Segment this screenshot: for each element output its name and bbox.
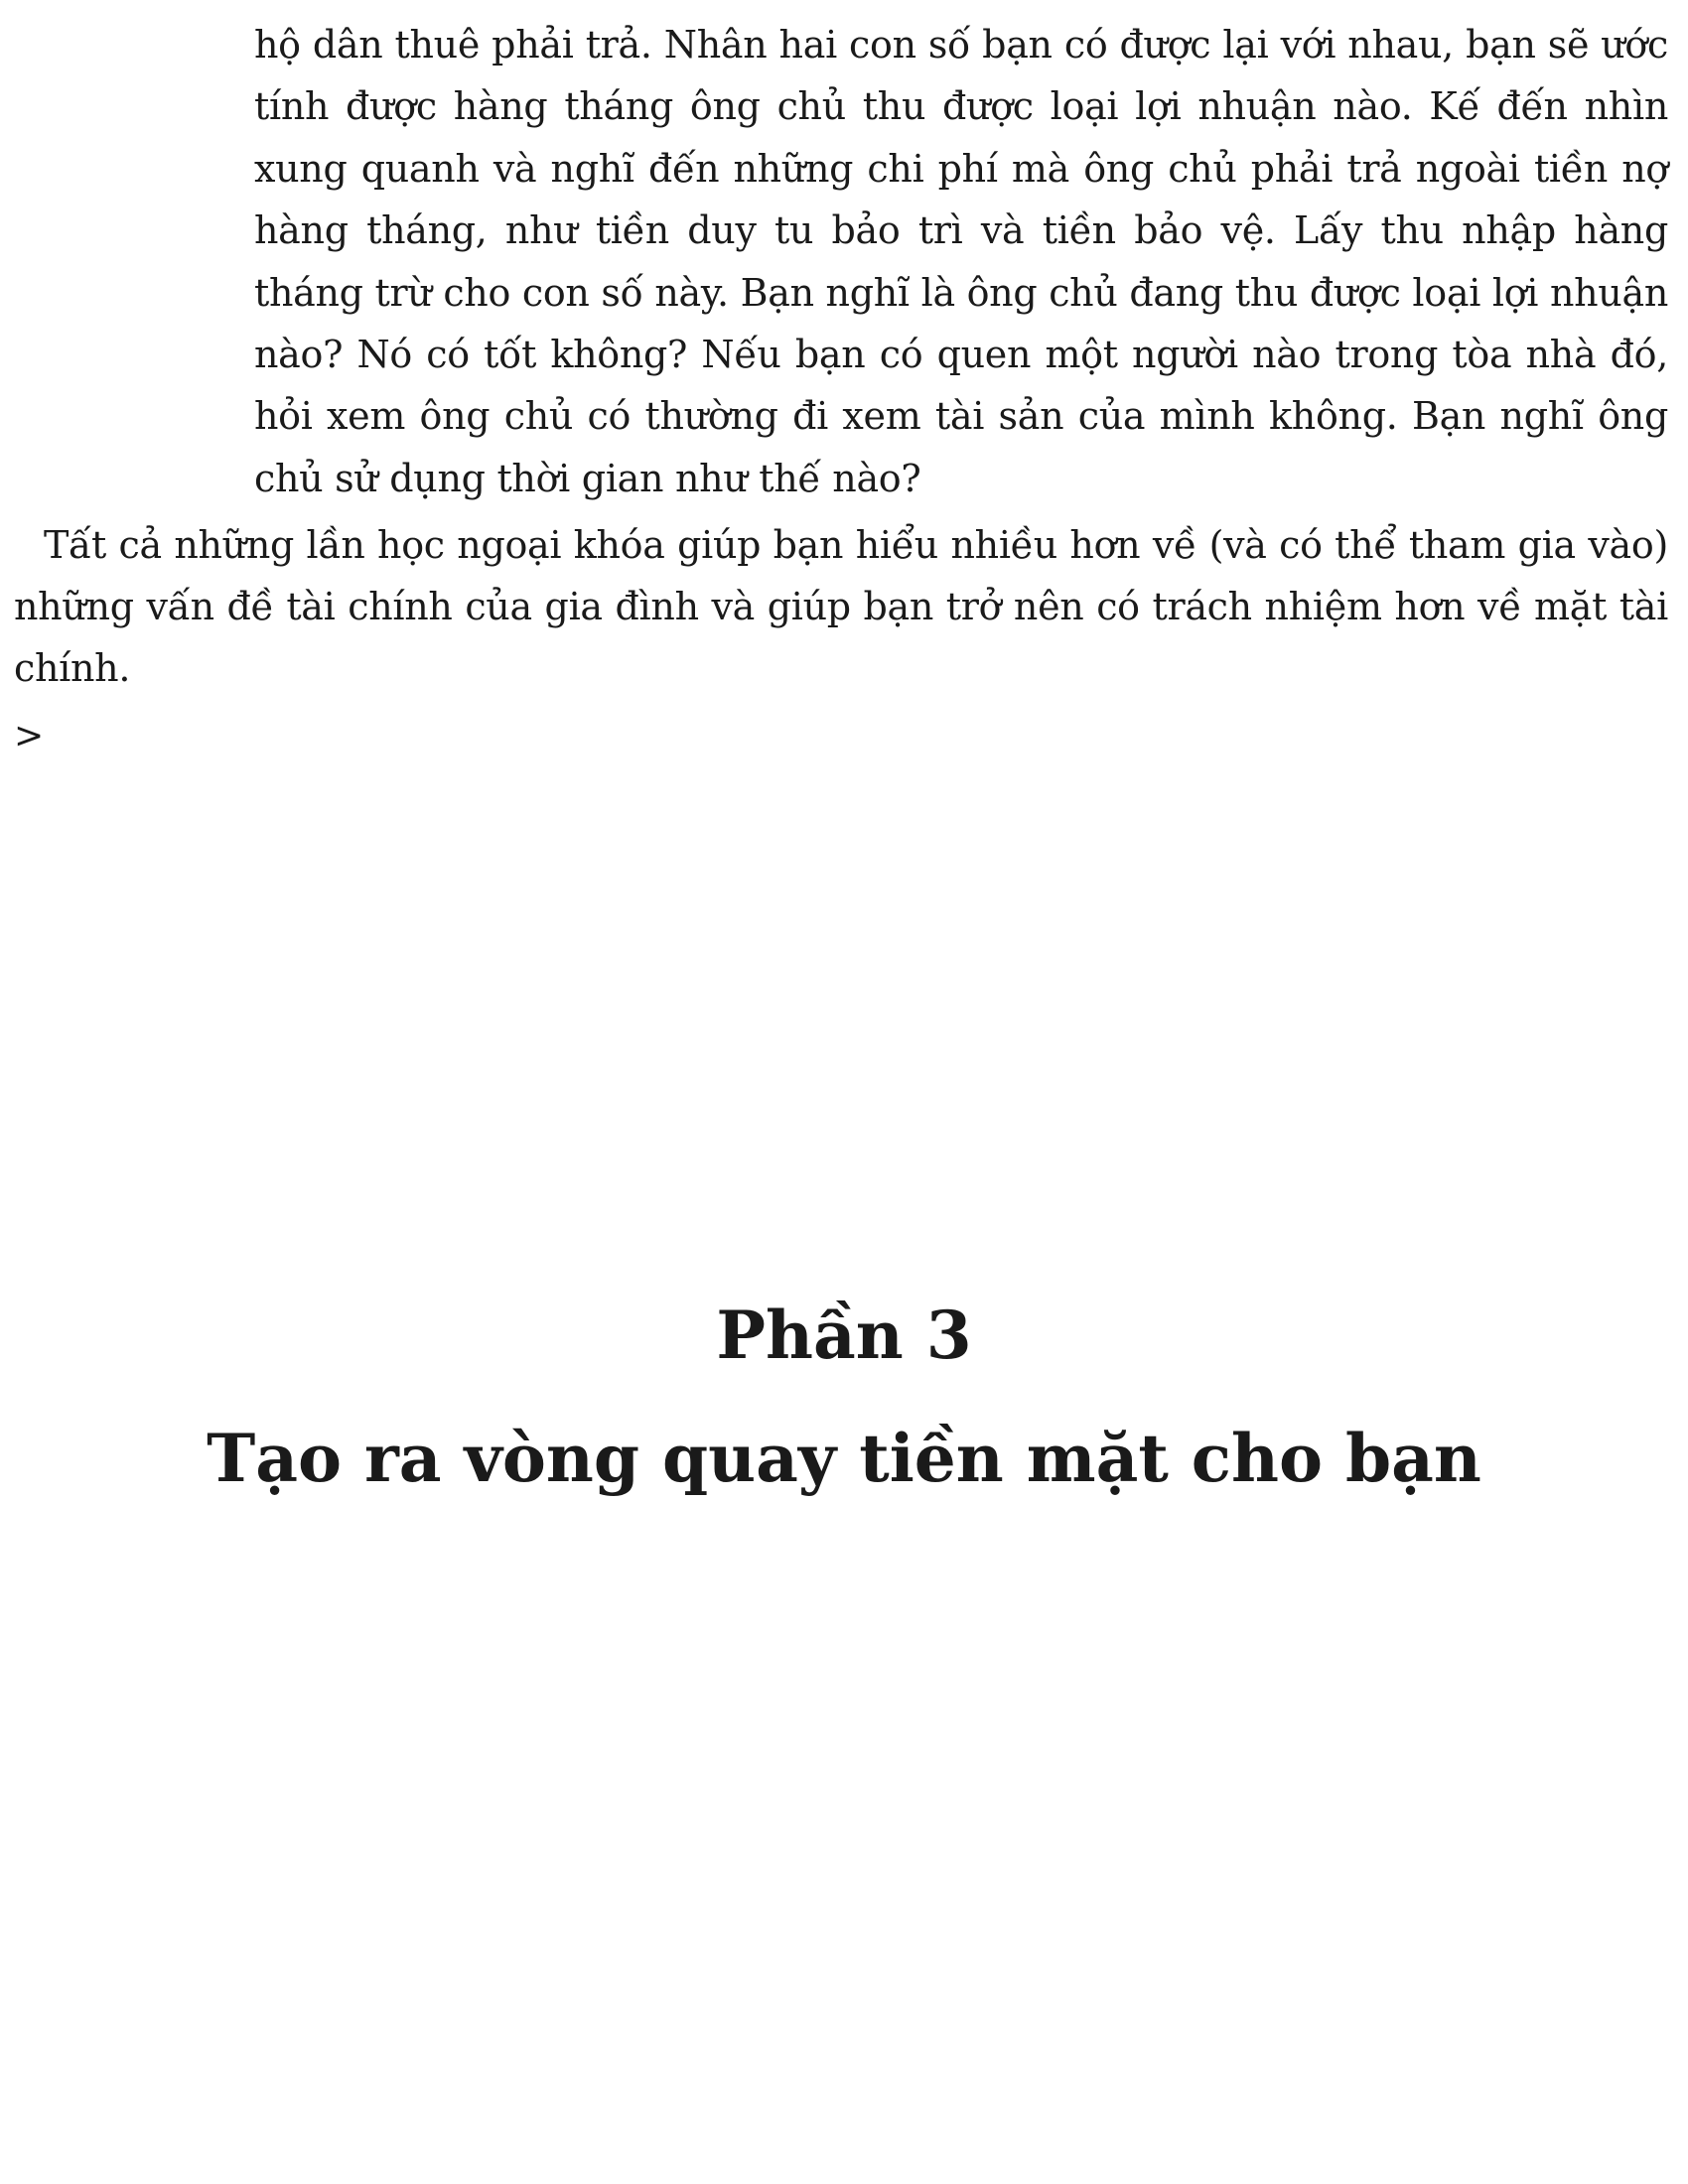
part-title-heading: Tạo ra vòng quay tiền mặt cho bạn xyxy=(207,1420,1481,1497)
section-marker: > xyxy=(14,716,45,756)
part-number-heading: Phần 3 xyxy=(716,1297,972,1374)
body-paragraph: Tất cả những lần học ngoại khóa giúp bạn hiểu nhiều hơn về (và có thể tham gia vào) những vấn đề tài chính của gia đình và giúp bạn trở nên có trách nhiệm hơn về mặt tài chính. xyxy=(14,523,1668,690)
indented-paragraph: hộ dân thuê phải trả. Nhân hai con số bạn có được lại với nhau, bạn sẽ ước tính được hàng tháng ông chủ thu được loại lợi nhuận nào. Kế đến nhìn xung quanh và nghĩ đến những chi phí mà ông chủ phải trả ngoài tiền nợ hàng tháng, như tiền duy tu bảo trì và tiền bảo vệ. Lấy thu nhập hàng tháng trừ cho con số này. Bạn nghĩ là ông chủ đang thu được loại lợi nhuận nào? Nó có tốt không? Nếu bạn có quen một người nào trong tòa nhà đó, hỏi xem ông chủ có thường đi xem tài sản của mình không. Bạn nghĩ ông chủ sử dụng thời gian như thế nào? xyxy=(254,23,1668,500)
